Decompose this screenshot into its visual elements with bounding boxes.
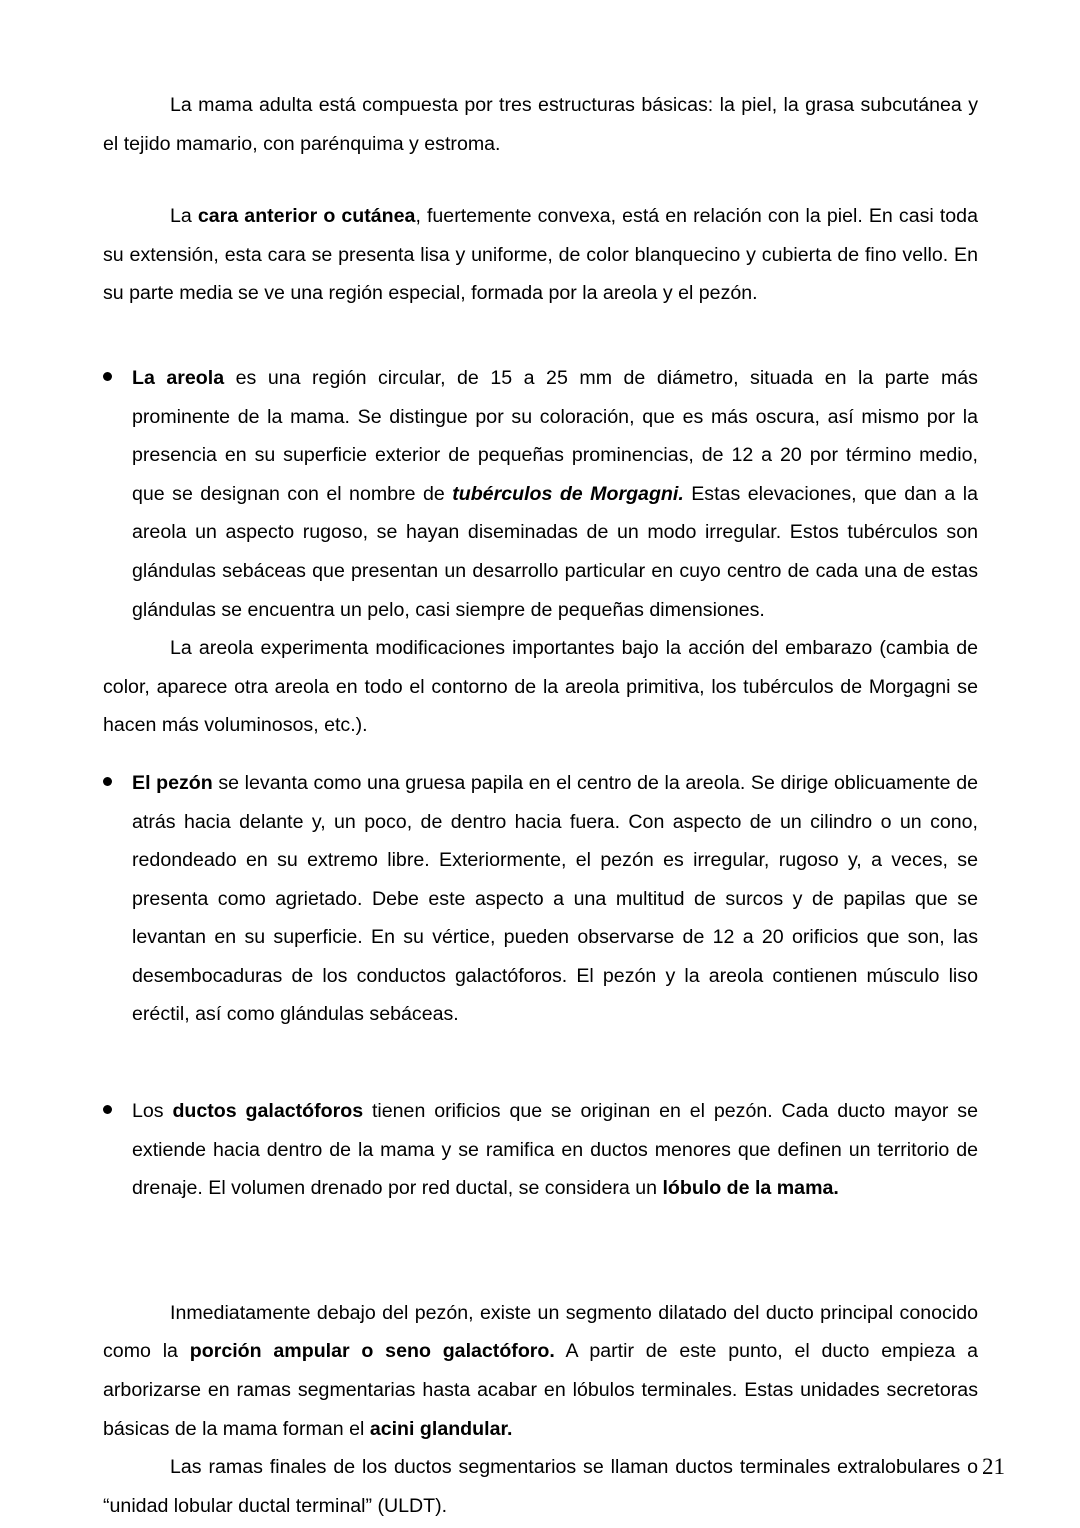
bullet-areola-lead: La areola: [132, 366, 225, 389]
bullet-areola-part2: Estas elevaciones, que dan a la areola un aspecto rugoso, se hayan diseminadas de un modo irregular. Estos tubérculos son glándulas sebáceas que presentan un desarrollo particular en cuyo centro de cada una de estas glándulas se encuentra un pelo, casi siempre de pequeñas dimensiones.: [132, 482, 978, 621]
bullet-marker-icon: [103, 359, 132, 398]
bullet-item-ductos: [103, 1092, 978, 1208]
bullet-ductos-lead-plain: Los: [132, 1100, 173, 1123]
paragraph-cara-lead: La: [170, 205, 198, 228]
paragraph-cara-bold: cara anterior o cutánea: [197, 205, 416, 228]
bullet-item-pezon: [103, 764, 978, 1034]
bullet-areola-term-morgagni: tubérculos de Morgagni.: [452, 482, 684, 505]
page-number: 21: [982, 1454, 1005, 1479]
closing-part2: A partir de este punto, el ducto empieza a arborizarse en ramas segmentarias hasta acabar en lóbulos terminales. Estas unidades secretoras básicas de la mama forman el: [103, 1340, 978, 1440]
bullet-pezon-lead: El pezón: [132, 771, 213, 794]
spacer: [103, 313, 978, 359]
bullet-marker-icon: [103, 1092, 132, 1131]
spacer: [103, 1034, 978, 1092]
paragraph-intro-text: La mama adulta está compuesta por tres estructuras básicas: la piel, la grasa subcutánea y el tejido mamario, con parénquima y estroma.: [103, 94, 978, 155]
document-body: [103, 86, 978, 1525]
spacer: [103, 1208, 978, 1294]
closing-part1: Inmediatamente debajo del pezón, existe un segmento dilatado del ducto principal conocido como la: [103, 1301, 978, 1363]
bullet-pezon-part1: se levanta como una gruesa papila en el centro de la areola. Se dirige oblicuamente de atrás hacia delante y, un poco, de dentro hacia fuera. Con aspecto de un cilindro o un cono, redondeado en su extremo libre. Exteriormente, el pezón es irregular, rugoso y, a veces, se presenta como agrietado. Debe este aspecto a una multitud de surcos y de papilas que se levantan en su superficie. En su vértice, pueden observarse de 12 a 20 orificios que son, las desembocaduras de los conductos galactóforos. El pezón y la areola contienen músculo liso eréctil, así como glándulas sebáceas.: [132, 771, 978, 1026]
bullet-pezon-text: [132, 764, 978, 1034]
bullet-areola-part1: es una región circular, de 15 a 25 mm de diámetro, situada en la parte más prominente de la mama. Se distingue por su coloración, que es más oscura, así mismo por la presencia en su superficie exterior de pequeñas prominencias, de 12 a 20 por término medio, que se designan con el nombre de: [132, 366, 978, 505]
bullet-ductos-tail: lóbulo de la mama.: [662, 1177, 839, 1200]
paragraph-areola-followup: [103, 629, 978, 745]
spacer: [103, 745, 978, 764]
paragraph-closing-2: [103, 1448, 978, 1525]
paragraph-closing-1: [103, 1294, 978, 1448]
closing-bold-porcion-ampular: porción ampular o seno galactóforo.: [189, 1340, 555, 1363]
closing-p2-text: Las ramas finales de los ductos segmentarios se llaman ductos terminales extralobulares o “unidad lobular ductal terminal” (ULDT).: [103, 1456, 978, 1517]
paragraph-cara-rest: , fuertemente convexa, está en relación con la piel. En casi toda su extensión, esta cara se presenta lisa y uniforme, de color blanquecino y cubierta de fino vello. En su parte media se ve una región especial, formada por la areola y el pezón.: [103, 205, 978, 305]
bullet-marker-icon: [103, 764, 132, 803]
bullet-areola-text: [132, 359, 978, 629]
bullet-ductos-lead: ductos galactóforos: [172, 1100, 364, 1123]
paragraph-cara-anterior: [103, 197, 978, 313]
bullet-item-areola: [103, 359, 978, 629]
paragraph-intro: [103, 86, 978, 163]
paragraph-areola-followup-text: La areola experimenta modificaciones importantes bajo la acción del embarazo (cambia de color, aparece otra areola en todo el contorno de la areola primitiva, los tubérculos de Morgagni se hacen más voluminosos, etc.).: [103, 637, 978, 737]
spacer: [103, 163, 978, 197]
closing-bold-acini: acini glandular.: [369, 1417, 513, 1440]
bullet-ductos-part1: tienen orificios que se originan en el pezón. Cada ducto mayor se extiende hacia dentro de la mama y se ramifica en ductos menores que definen un territorio de drenaje. El volumen drenado por red ductal, se considera un: [132, 1100, 978, 1200]
bullet-ductos-text: [132, 1092, 978, 1208]
